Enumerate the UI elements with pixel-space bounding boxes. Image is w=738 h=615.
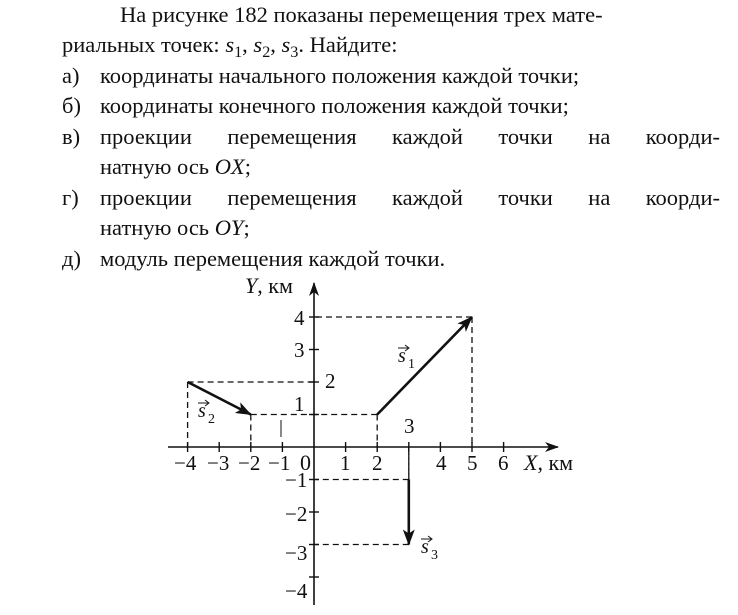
svg-text:1: 1 (408, 357, 415, 372)
item-d-axis: OY (214, 215, 244, 240)
s1-sub: 1 (234, 42, 243, 61)
y-tick-label-neg4: −4 (285, 579, 308, 603)
intro-text-1: На рисунке 182 показаны перемещения трех мате- (120, 2, 603, 27)
sep-2: , (270, 32, 282, 57)
s1-symbol: s (225, 32, 235, 57)
x-tick-label-neg4: −4 (174, 451, 197, 475)
y-axis-title: Y, км (245, 273, 293, 298)
item-d-line2-text: натную ось (100, 215, 215, 240)
x-tick-label-1: 1 (340, 451, 351, 475)
svg-text:3: 3 (431, 548, 438, 563)
item-d-marker: г) (62, 185, 79, 210)
item-d-end: ; (243, 215, 250, 240)
item-c-line2-text: натную ось (100, 154, 215, 179)
x-tick-label-neg1: −1 (268, 451, 291, 475)
vector-s1 (377, 317, 472, 415)
s3-sub: 3 (290, 42, 299, 61)
svg-text:s: s (421, 536, 429, 558)
s1-label (398, 345, 415, 372)
s3-label (421, 536, 438, 563)
sep-1: , (242, 32, 254, 57)
s2-label (198, 400, 215, 427)
svg-text:s: s (198, 400, 206, 422)
x-tick-label-3: 3 (404, 414, 415, 438)
y-tick-label-neg3: −3 (285, 541, 308, 565)
x-tick-label-neg2: −2 (238, 451, 261, 475)
y-tick-label-2: 2 (325, 369, 336, 393)
svg-text:2: 2 (208, 412, 215, 427)
y-tick-label-3: 3 (294, 338, 305, 362)
intro-prefix: риальных точек: (62, 32, 226, 57)
x-axis-title: X, км (524, 450, 574, 475)
s2-symbol: s (253, 32, 263, 57)
origin-label: 0 (300, 450, 311, 475)
y-tick-label-neg1: −1 (285, 468, 308, 492)
x-tick-label-neg3: −3 (207, 451, 230, 475)
item-e-marker: д) (62, 246, 81, 271)
item-b-text: координаты конечного положения каждой точки; (100, 93, 569, 118)
displacement-vectors (188, 317, 472, 545)
item-a-marker: а) (62, 63, 80, 88)
y-tick-label-1: 1 (294, 392, 305, 416)
item-c-text: проекции перемещения каждой точки на коорди- (100, 124, 720, 149)
item-d-text: проекции перемещения каждой точки на коорди- (100, 185, 720, 210)
item-c-marker: в) (62, 124, 81, 149)
item-b-marker: б) (62, 93, 81, 118)
x-tick-label-6: 6 (498, 451, 509, 475)
dashed-guides (188, 317, 472, 545)
y-tick-label-neg2: −2 (285, 502, 308, 526)
x-tick-label-5: 5 (467, 451, 478, 475)
x-tick-label-4: 4 (436, 451, 447, 475)
s3-symbol: s (281, 32, 291, 57)
intro-suffix: . Найдите: (298, 32, 398, 57)
item-e-text: модуль перемещения каждой точки. (100, 246, 446, 271)
y-tick-label-4: 4 (294, 306, 305, 330)
x-tick-label-2: 2 (372, 451, 383, 475)
item-c-axis: OX (214, 154, 245, 179)
s2-sub: 2 (262, 42, 271, 61)
item-c-end: ; (244, 154, 251, 179)
svg-text:s: s (398, 345, 406, 367)
item-a-text: координаты начального положения каждой точки; (100, 63, 580, 88)
